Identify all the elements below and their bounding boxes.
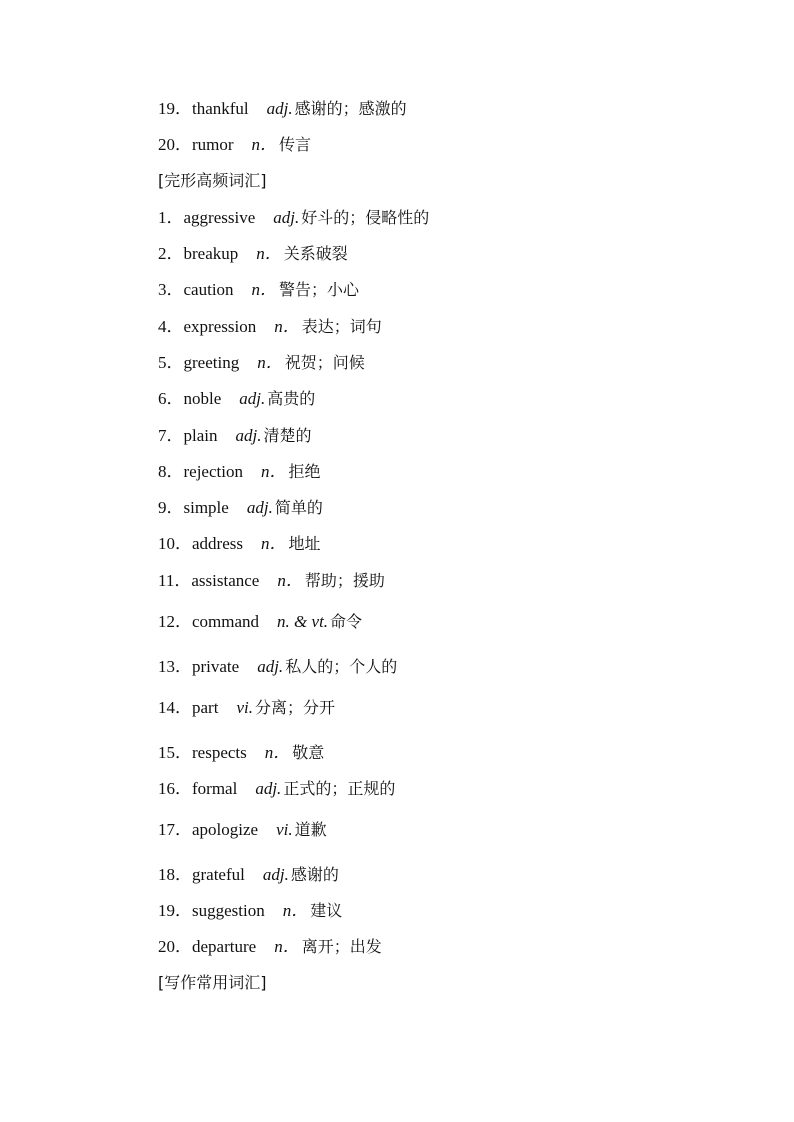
vocab-entry <box>158 496 323 520</box>
entry-number: 9． <box>158 498 184 517</box>
vocab-entry <box>158 610 362 634</box>
entry-number: 2． <box>158 244 184 263</box>
vocab-entry <box>158 351 365 375</box>
entry-number: 3． <box>158 280 184 299</box>
vocab-entry <box>158 863 339 887</box>
entry-pos: adj. <box>257 657 284 676</box>
entry-number: 20． <box>158 937 192 956</box>
entry-pos: vi. <box>236 698 253 717</box>
entry-number: 1． <box>158 208 184 227</box>
entry-word: formal <box>192 779 238 798</box>
entry-word: part <box>192 698 219 717</box>
entry-number: 5． <box>158 353 184 372</box>
entry-pos: n． <box>257 353 283 372</box>
vocab-entry <box>158 133 311 157</box>
entry-meaning: 地址 <box>288 534 321 553</box>
vocab-entry <box>158 696 335 720</box>
entry-meaning: 感谢的；感激的 <box>294 99 407 118</box>
entry-word: noble <box>183 389 222 408</box>
entry-word: apologize <box>192 820 259 839</box>
vocab-entry <box>158 777 395 801</box>
entry-word: departure <box>192 937 257 956</box>
entry-meaning: 祝贺；问候 <box>284 353 365 372</box>
entry-meaning: 分离；分开 <box>254 698 335 717</box>
entry-meaning: 好斗的；侵略性的 <box>301 208 430 227</box>
entry-pos: adj. <box>262 865 289 884</box>
entry-number: 12． <box>158 612 192 631</box>
entry-number: 14． <box>158 698 192 717</box>
vocab-entry <box>158 97 407 121</box>
entry-word: respects <box>192 743 247 762</box>
vocab-entry <box>158 741 324 765</box>
vocab-entry <box>158 655 397 679</box>
entry-meaning: 正式的；正规的 <box>283 779 396 798</box>
entry-pos: n． <box>274 317 300 336</box>
entry-meaning: 清楚的 <box>263 426 312 445</box>
entry-word: grateful <box>192 865 245 884</box>
entry-word: rejection <box>183 462 243 481</box>
section-heading-writing: [写作常用词汇] <box>158 973 267 992</box>
entry-meaning: 建议 <box>310 901 343 920</box>
entry-pos: n． <box>282 901 309 920</box>
entry-number: 13． <box>158 657 192 676</box>
entry-number: 11． <box>158 571 192 590</box>
entry-meaning: 敬意 <box>292 743 325 762</box>
entry-word: expression <box>183 317 257 336</box>
entry-pos: n． <box>256 244 282 263</box>
entry-word: suggestion <box>192 901 265 920</box>
vocab-entry <box>158 935 382 959</box>
vocab-entry <box>158 278 359 302</box>
entry-number: 19． <box>158 99 192 118</box>
entry-word: assistance <box>191 571 260 590</box>
entry-number: 10． <box>158 534 192 553</box>
entry-meaning: 帮助；援助 <box>304 571 385 590</box>
entry-number: 15． <box>158 743 192 762</box>
entry-meaning: 私人的；个人的 <box>285 657 398 676</box>
entry-meaning: 警告；小心 <box>279 280 360 299</box>
entry-number: 19． <box>158 901 192 920</box>
vocab-entry <box>158 387 315 411</box>
vocab-entry <box>158 569 385 593</box>
entry-number: 16． <box>158 779 192 798</box>
entry-pos: n. & vt. <box>277 612 329 631</box>
vocab-entry <box>158 899 342 923</box>
entry-word: address <box>192 534 243 553</box>
entry-pos: adj. <box>255 779 282 798</box>
vocab-entry <box>158 424 312 448</box>
entry-word: greeting <box>183 353 240 372</box>
entry-pos: n． <box>277 571 303 590</box>
entry-word: simple <box>183 498 229 517</box>
entry-number: 4． <box>158 317 184 336</box>
entry-number: 18． <box>158 865 192 884</box>
entry-number: 6． <box>158 389 184 408</box>
vocab-entry <box>158 532 321 556</box>
entry-word: thankful <box>192 99 249 118</box>
entry-number: 20． <box>158 135 192 154</box>
entry-meaning: 感谢的 <box>290 865 339 884</box>
entry-number: 8． <box>158 462 184 481</box>
section-heading-cloze: [完形高频词汇] <box>158 171 267 190</box>
entry-pos: n． <box>264 743 291 762</box>
entry-pos: n． <box>251 135 278 154</box>
vocab-entry <box>158 315 382 339</box>
entry-word: command <box>192 612 260 631</box>
entry-word: aggressive <box>183 208 256 227</box>
entry-word: breakup <box>183 244 239 263</box>
entry-pos: adj. <box>273 208 300 227</box>
entry-pos: adj. <box>266 99 293 118</box>
entry-meaning: 关系破裂 <box>283 244 348 263</box>
entry-word: plain <box>183 426 218 445</box>
entry-pos: adj. <box>235 426 262 445</box>
entry-number: 17． <box>158 820 192 839</box>
entry-pos: n． <box>274 937 300 956</box>
entry-number: 7． <box>158 426 184 445</box>
vocab-entry <box>158 460 320 484</box>
entry-meaning: 高贵的 <box>267 389 316 408</box>
entry-pos: n． <box>260 534 287 553</box>
vocab-entry <box>158 818 327 842</box>
entry-word: caution <box>183 280 234 299</box>
entry-pos: adj. <box>239 389 266 408</box>
entry-meaning: 表达；词句 <box>301 317 382 336</box>
entry-meaning: 离开；出发 <box>301 937 382 956</box>
entry-word: rumor <box>192 135 234 154</box>
entry-pos: n． <box>251 280 278 299</box>
vocab-entry <box>158 242 348 266</box>
entry-meaning: 道歉 <box>294 820 327 839</box>
entry-meaning: 简单的 <box>274 498 323 517</box>
entry-pos: vi. <box>276 820 293 839</box>
entry-meaning: 拒绝 <box>288 462 321 481</box>
entry-pos: adj. <box>246 498 273 517</box>
entry-word: private <box>192 657 240 676</box>
vocab-entry <box>158 206 429 230</box>
entry-meaning: 传言 <box>279 135 312 154</box>
entry-meaning: 命令 <box>330 612 363 631</box>
entry-pos: n． <box>260 462 287 481</box>
